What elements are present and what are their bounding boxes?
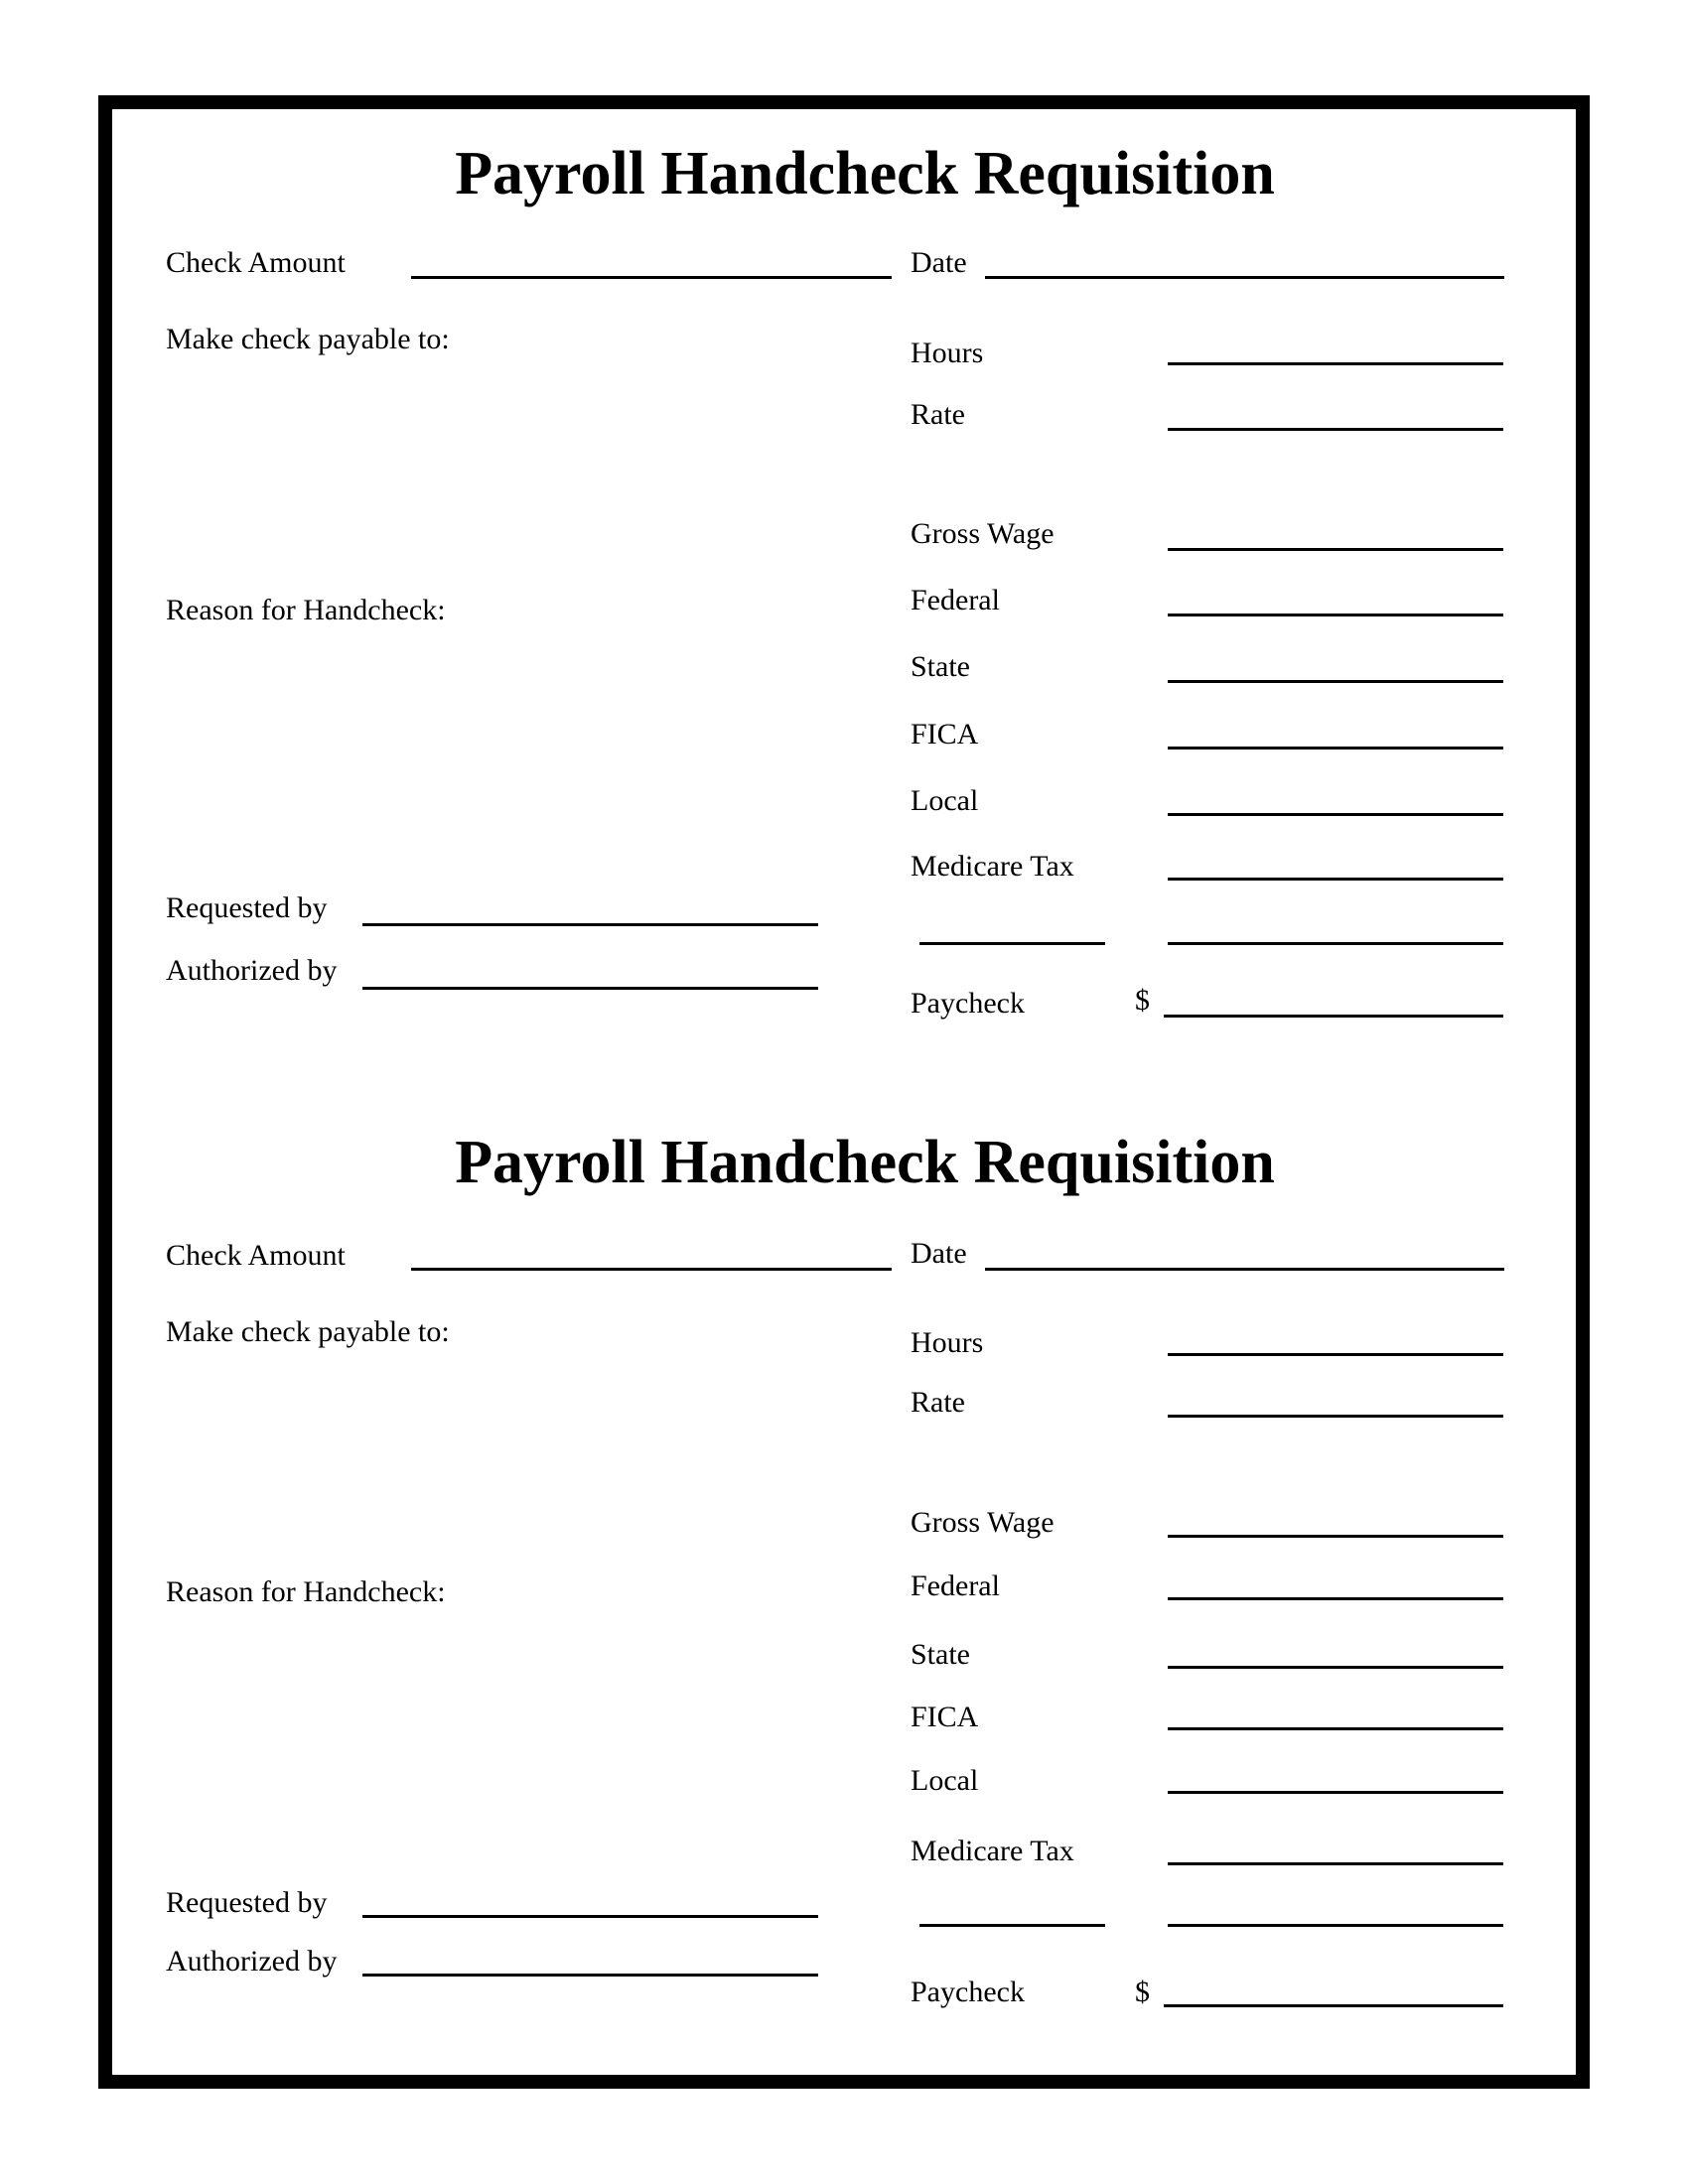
federal-field[interactable] [1168, 1597, 1503, 1600]
payable-to-label: Make check payable to: [166, 323, 450, 355]
local-label: Local [911, 784, 979, 817]
requested-by-field[interactable] [362, 923, 818, 926]
authorized-by-field[interactable] [362, 1974, 818, 1977]
handcheck-form-2 [0, 989, 1688, 2008]
authorized-by-label: Authorized by [166, 954, 338, 987]
paycheck-field[interactable] [1164, 2004, 1503, 2007]
medicare-tax-label: Medicare Tax [911, 850, 1074, 883]
gross-wage-label: Gross Wage [911, 517, 1055, 550]
federal-label: Federal [911, 584, 1000, 616]
rate-field[interactable] [1168, 428, 1503, 431]
state-field[interactable] [1168, 1666, 1503, 1669]
form-title: Payroll Handcheck Requisition [455, 140, 1275, 207]
dollar-sign: $ [1135, 984, 1150, 1017]
gross-wage-label: Gross Wage [911, 1506, 1055, 1539]
reason-label: Reason for Handcheck: [166, 1575, 446, 1608]
date-label: Date [911, 1237, 967, 1270]
requested-by-field[interactable] [362, 1915, 818, 1918]
rate-field[interactable] [1168, 1415, 1503, 1418]
paycheck-label: Paycheck [911, 987, 1025, 1020]
rate-label: Rate [911, 398, 965, 431]
requested-by-label: Requested by [166, 891, 328, 924]
form-title: Payroll Handcheck Requisition [455, 1129, 1275, 1196]
federal-label: Federal [911, 1570, 1000, 1602]
state-label: State [911, 1638, 970, 1671]
fica-field[interactable] [1168, 1727, 1503, 1730]
hours-field[interactable] [1168, 1353, 1503, 1356]
other-deduction-name-field[interactable] [919, 1924, 1105, 1927]
other-deduction-name-field[interactable] [919, 942, 1105, 945]
medicare-tax-field[interactable] [1168, 1862, 1503, 1865]
medicare-tax-field[interactable] [1168, 878, 1503, 881]
medicare-tax-label: Medicare Tax [911, 1835, 1074, 1867]
authorized-by-label: Authorized by [166, 1945, 338, 1978]
handcheck-form-1 [0, 0, 1688, 1020]
local-field[interactable] [1168, 813, 1503, 816]
fica-field[interactable] [1168, 747, 1503, 750]
date-field[interactable] [985, 1268, 1504, 1271]
check-amount-field[interactable] [411, 1268, 892, 1271]
local-field[interactable] [1168, 1791, 1503, 1794]
state-field[interactable] [1168, 680, 1503, 683]
fica-label: FICA [911, 1701, 979, 1733]
hours-label: Hours [911, 337, 984, 369]
state-label: State [911, 650, 970, 683]
check-amount-field[interactable] [411, 276, 892, 279]
other-deduction-field[interactable] [1168, 942, 1503, 945]
requested-by-label: Requested by [166, 1886, 328, 1919]
other-deduction-field[interactable] [1168, 1924, 1503, 1927]
check-amount-label: Check Amount [166, 1239, 346, 1272]
payable-to-label: Make check payable to: [166, 1315, 450, 1348]
dollar-sign: $ [1135, 1976, 1150, 2008]
gross-wage-field[interactable] [1168, 548, 1503, 551]
fica-label: FICA [911, 718, 979, 751]
rate-label: Rate [911, 1386, 965, 1419]
local-label: Local [911, 1764, 979, 1797]
check-amount-label: Check Amount [166, 246, 346, 279]
hours-label: Hours [911, 1326, 984, 1359]
date-label: Date [911, 246, 967, 279]
reason-label: Reason for Handcheck: [166, 594, 446, 626]
hours-field[interactable] [1168, 362, 1503, 365]
federal-field[interactable] [1168, 614, 1503, 616]
date-field[interactable] [985, 276, 1504, 279]
paycheck-label: Paycheck [911, 1976, 1025, 2008]
gross-wage-field[interactable] [1168, 1535, 1503, 1538]
